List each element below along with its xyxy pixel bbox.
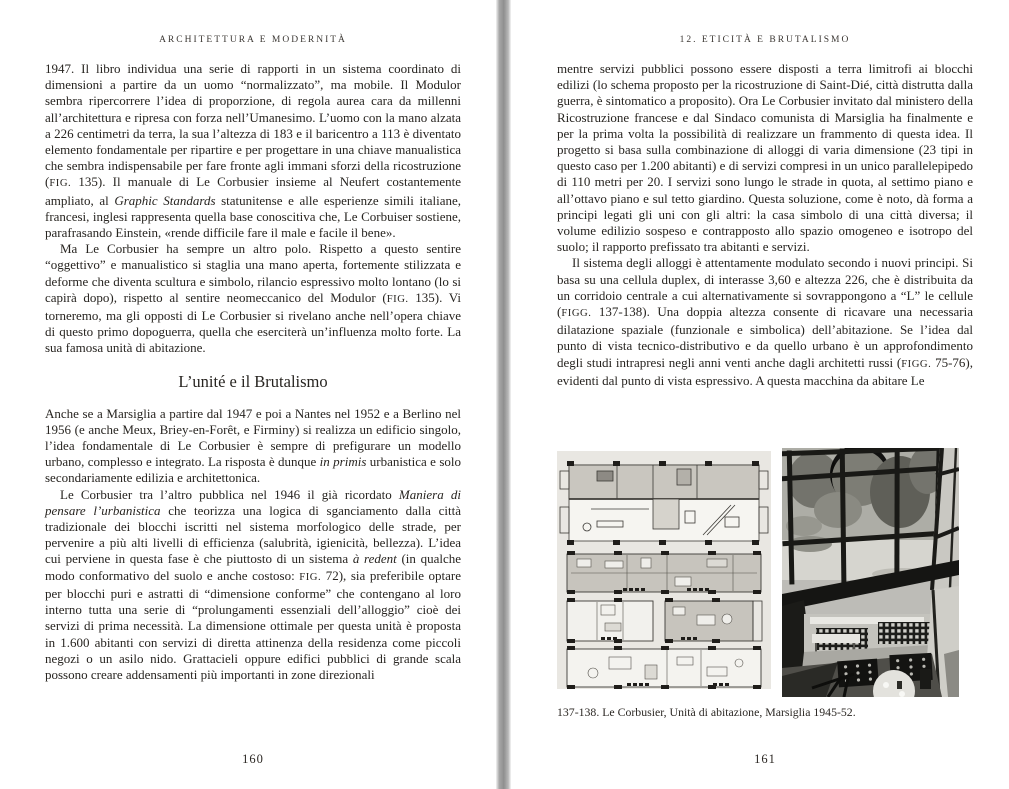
left-page-number: 160 xyxy=(242,752,264,766)
paragraph: Anche se a Marsiglia a partire dal 1947 e poi a Nantes nel 1952 e a Berlino nel 1956 (e anche Meux, Briey-en-Forêt, e Firminy) si realizza un edificio singolo, l’idea fondamentale di Le Corbusier è sempre di prefigurare un modello urbano, complesso e integrato. La risposta è dunque in primis urbanistica e solo secondariamente edilizia e architettonica. xyxy=(45,405,461,486)
left-body-text xyxy=(45,61,461,683)
right-running-head: 12. ETICITÀ E BRUTALISMO xyxy=(679,35,851,45)
right-page-number: 161 xyxy=(754,752,776,766)
trees-through-window xyxy=(782,448,945,546)
dark-vessel xyxy=(920,669,931,689)
figures-row xyxy=(557,448,973,698)
interior-photo-svg xyxy=(782,448,959,697)
white-bench xyxy=(812,634,860,643)
upper-floor-plan xyxy=(567,551,761,594)
figure-caption: 137-138. Le Corbusier, Unità di abitazione, Marsiglia 1945-52. xyxy=(557,705,856,719)
paragraph: Ma Le Corbusier ha sempre un altro polo. Rispetto a questo sentire “oggettivo” e manualistico si staglia una mano aperta, fortemente stilizzata e deforme che diventa scultura e simbolo, rilancio espressivo molto lontano (lo si capirà dopo), rispetto al sentire neomeccanico del Modulor (FIG. 135). Vi torneremo, ma gli opposti di Le Corbusier si rivelano anche nell’opera chiave di questo primo dopoguerra, quella che eserciterà un’influenza molto forte. La sua famosa unità di abitazione. xyxy=(45,241,461,356)
section-drawing xyxy=(560,465,768,541)
unite-section-and-plans-drawing xyxy=(557,451,771,689)
paragraph: 1947. Il libro individua una serie di rapporti in un sistema coordinato di dimensioni a partire da un uomo “normalizzato”, ma mobile. Il Modulor sembra ripercorrere l’idea di proporzione, di regola aurea cara da millenni all’architettura e ripresa con forza nell’Umanesimo. L’uomo con la mano alzata a 226 centimetri da terra, la sua l’altezza di 183 e il baricentro a 113 è diventato elemento fondamentale per ripartire e per progettare in una chiave manualistica che sembra indispensabile per fare fronte agli immani sforzi della ricostruzione (FIG. 135). Il manuale di Le Corbusier insieme al Neufert costantemente ampliato, al Graphic Standards statunitense e alle esperienze simili italiane, francesi, inglesi rappresenta quella base conoscitiva che, Le Corbuiser sostiene, parafrasando Einstein, «rende difficile fare il male e facile il bene». xyxy=(45,61,462,241)
plans-drawing-svg xyxy=(557,451,771,689)
paragraph: Il sistema degli alloggi è attentamente modulato secondo i nuovi principi. Si basa su una cellula duplex, di interasse 3,60 e altezza 226, che è distribuita da un corridoio centrale a cui alternativamente si sovrappongono a “L” le cellule (FIGG. 137-138). Una doppia altezza consente di ricavare una necessaria dilatazione spaziale (funzionale e simbolica) dell’abitazione. Se l’idea dal punto di vista tecnico-distributivo e da quello urbano è un approfondimento degli studi intrapresi negli anni venti anche dagli architetti russi (FIGG. 75-76), evidenti dal punto di vista espressivo. A questa macchina da abitare Le xyxy=(557,255,973,388)
section-heading: L’unité e il Brutalismo xyxy=(178,371,328,391)
book-spine-gutter xyxy=(496,0,511,789)
paragraph: Le Corbusier tra l’altro pubblica nel 1946 il già ricordato Maniera di pensare l’urbanistica che teorizza una logica di sganciamento dalla città tradizionale dei blocchi iscritti nel sistema morfologico delle strade, per pervenire a più alti livelli di efficienza (salubrità, igienicità, bellezza). L’idea cui perviene in questa fase è che piuttosto di un sistema à redent (in qualche modo conformativo del suolo e anche costoso: FIG. 72), sia preferibile optare per blocchi puri e astratti di “dimensione conforme” che contengano al loro interno tutta una serie di “prolungamenti essenziali dell’alloggio” cioè dei servizi di prima necessità. La dimensione ottimale per questa unità è proposta in 1.600 abitanti con servizi di diretta attinenza della residenza come piccoli negozi o un asilo nido. Grattacieli oppure edifici pubblici di grande scala possono creare addensamenti più importanti in zone direzionali xyxy=(45,486,462,682)
unite-interior-photo xyxy=(782,448,959,697)
paragraph: mentre servizi pubblici possono essere disposti a terra limitrofi ai blocchi edilizi (lo schema proposto per la ricostruzione di Saint-Dié, città distrutta dalla guerra, è sintomatico a proposito). Ora Le Corbusier invitato dal ministero della Ricostruzione francese e dal Sindaco comunista di Marsiglia ha finalmente e per la prima volta la possibilità di realizzare un frammento di questa idea. Il progetto si basa sulla combinazione di alloggi di varia dimensione (23 tipi in questo caso per 1.200 abitanti) e di servizi compresi in un unico parallelepipedo di 110 metri per 20. I servizi sono lungo le strade in quota, al settimo piano e all’ottavo piano e sul tetto giardino. Questa soluzione, come è noto, dà forma a principi legati gli uni con gli altri: la casa simbolo di una città diversa; il volume edilizio sospeso e contrapposto allo spazio omogeneo e isotropo del suolo; il rapporto prefissato tra abitanti e servizi. xyxy=(557,61,973,255)
left-running-head: ARCHITETTURA E MODERNITÀ xyxy=(159,35,347,45)
right-page xyxy=(557,0,973,789)
right-body-text xyxy=(557,61,973,389)
waffle-screen-right xyxy=(878,622,930,644)
left-page xyxy=(45,0,461,789)
lower-floor-plan xyxy=(567,646,761,689)
